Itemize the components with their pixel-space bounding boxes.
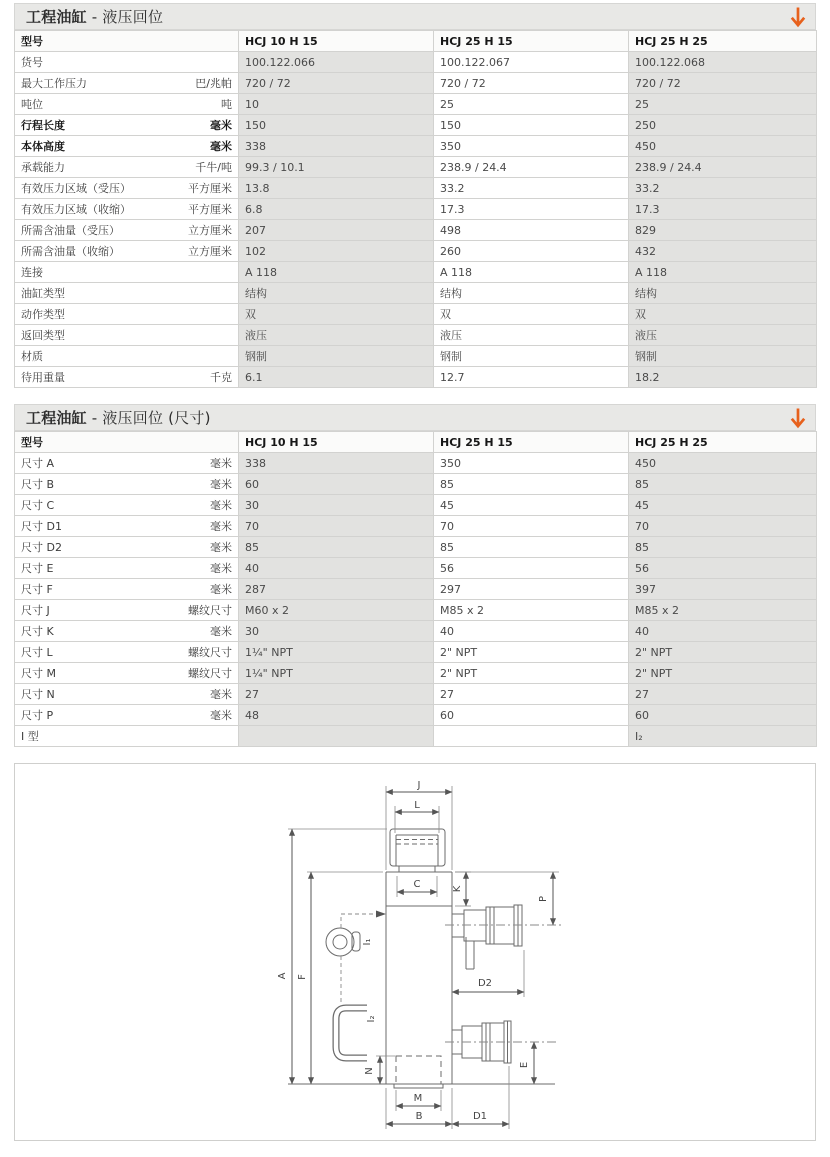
row-label-cell — [15, 663, 239, 684]
row-unit: 毫米 — [210, 457, 232, 470]
value-cell: A 118 — [434, 262, 629, 283]
value-cell: 12.7 — [434, 367, 629, 388]
value-cell: M85 x 2 — [629, 600, 817, 621]
table-row — [15, 600, 817, 621]
cylinder-drawing — [15, 764, 815, 1140]
row-label-cell — [15, 600, 239, 621]
row-label-cell — [15, 346, 239, 367]
dim-label-p: P — [538, 895, 549, 903]
row-unit: 吨 — [221, 98, 232, 111]
value-cell: 钢制 — [434, 346, 629, 367]
table-row — [15, 558, 817, 579]
row-unit: 毫米 — [210, 140, 232, 153]
value-cell: 33.2 — [434, 178, 629, 199]
value-cell: 25 — [629, 94, 817, 115]
value-cell: 56 — [629, 558, 817, 579]
row-label: 有效压力区域（收缩） — [21, 203, 131, 216]
value-cell: 720 / 72 — [239, 73, 434, 94]
section2-down-button[interactable] — [790, 407, 806, 429]
section-header-performance — [14, 3, 816, 30]
value-cell: 45 — [434, 495, 629, 516]
row-label-cell — [15, 262, 239, 283]
row-unit: 千牛/吨 — [195, 161, 232, 174]
table-row — [15, 663, 817, 684]
row-label: 有效压力区域（受压） — [21, 182, 131, 195]
table-row — [15, 705, 817, 726]
value-cell: 17.3 — [629, 199, 817, 220]
value-cell: 85 — [629, 537, 817, 558]
table-row — [15, 579, 817, 600]
title-product-2: 工程油缸 — [26, 409, 87, 427]
value-cell: 56 — [434, 558, 629, 579]
row-label: 连接 — [21, 266, 43, 279]
lifting-eye — [326, 928, 354, 956]
value-cell: 100.122.067 — [434, 52, 629, 73]
value-cell: A 118 — [239, 262, 434, 283]
value-cell: 2" NPT — [629, 642, 817, 663]
model-name-header: HCJ 25 H 25 — [629, 31, 817, 52]
value-cell: 60 — [434, 705, 629, 726]
carry-handle — [336, 1008, 367, 1058]
row-label-cell — [15, 558, 239, 579]
value-cell: 双 — [434, 304, 629, 325]
table-row — [15, 136, 817, 157]
value-cell: 液压 — [434, 325, 629, 346]
table-row — [15, 241, 817, 262]
value-cell: 双 — [239, 304, 434, 325]
title-variant-2: - 液压回位 (尺寸) — [86, 409, 211, 427]
row-label-cell — [15, 199, 239, 220]
dim-label-i1: I₁ — [362, 938, 373, 946]
row-label-cell — [15, 705, 239, 726]
value-cell: I₂ — [629, 726, 817, 747]
row-label: 尺寸 F — [21, 583, 53, 596]
value-cell: 2" NPT — [434, 642, 629, 663]
row-unit: 毫米 — [210, 541, 232, 554]
dim-label-n: N — [364, 1067, 375, 1075]
value-cell: 40 — [239, 558, 434, 579]
value-cell: 260 — [434, 241, 629, 262]
table-row — [15, 325, 817, 346]
row-label-cell — [15, 474, 239, 495]
value-cell: 287 — [239, 579, 434, 600]
row-label: 尺寸 B — [21, 478, 55, 491]
row-label: 承载能力 — [21, 161, 65, 174]
row-unit: 平方厘米 — [188, 182, 232, 195]
row-label-cell — [15, 579, 239, 600]
row-label: 货号 — [21, 56, 43, 69]
row-label-cell — [15, 136, 239, 157]
dim-label-i2: I₂ — [366, 1015, 377, 1023]
table-row — [15, 474, 817, 495]
row-label-cell — [15, 304, 239, 325]
table-row — [15, 346, 817, 367]
value-cell: 17.3 — [434, 199, 629, 220]
row-label: 油缸类型 — [21, 287, 65, 300]
row-label: 尺寸 K — [21, 625, 54, 638]
value-cell: 18.2 — [629, 367, 817, 388]
dim-label-j: J — [417, 780, 421, 791]
value-cell: 498 — [434, 220, 629, 241]
value-cell: 70 — [629, 516, 817, 537]
value-cell: 60 — [239, 474, 434, 495]
row-label-cell — [15, 157, 239, 178]
value-cell: M85 x 2 — [434, 600, 629, 621]
row-label-cell — [15, 178, 239, 199]
dim-label-m: M — [413, 1093, 423, 1104]
row-label-cell — [15, 52, 239, 73]
row-label: 所需含油量（受压） — [21, 224, 120, 237]
row-label: 尺寸 C — [21, 499, 55, 512]
row-label: 待用重量 — [21, 371, 65, 384]
row-unit: 毫米 — [210, 625, 232, 638]
row-label: 所需含油量（收缩） — [21, 245, 120, 258]
table-row — [15, 726, 817, 747]
section-header-dimensions — [14, 404, 816, 431]
value-cell: 297 — [434, 579, 629, 600]
value-cell: A 118 — [629, 262, 817, 283]
table-row — [15, 157, 817, 178]
dim-label-d2: D2 — [477, 978, 493, 989]
row-label-cell — [15, 94, 239, 115]
row-label: 动作类型 — [21, 308, 65, 321]
value-cell: 2" NPT — [629, 663, 817, 684]
spec-table-dimensions — [14, 431, 817, 747]
row-label: 尺寸 D1 — [21, 520, 62, 533]
value-cell: 100.122.066 — [239, 52, 434, 73]
value-cell: 397 — [629, 579, 817, 600]
table-row — [15, 495, 817, 516]
section2-title — [26, 407, 211, 428]
cylinder-body-outline — [288, 829, 555, 1088]
row-label: 尺寸 E — [21, 562, 54, 575]
value-cell: 30 — [239, 621, 434, 642]
value-cell: 85 — [434, 474, 629, 495]
value-cell: 338 — [239, 453, 434, 474]
leader-arrowhead — [376, 911, 386, 918]
table-row — [15, 684, 817, 705]
row-unit: 千克 — [210, 371, 232, 384]
row-unit: 毫米 — [210, 499, 232, 512]
model-header-row — [15, 432, 817, 453]
row-label-cell — [15, 73, 239, 94]
row-unit: 平方厘米 — [188, 203, 232, 216]
dim-label-a: A — [277, 972, 288, 980]
table-row — [15, 283, 817, 304]
table-row — [15, 199, 817, 220]
arrow-down-icon — [790, 407, 806, 429]
value-cell: 液压 — [629, 325, 817, 346]
row-label: 尺寸 A — [21, 457, 55, 470]
value-cell: 结构 — [629, 283, 817, 304]
row-label-cell — [15, 283, 239, 304]
spec-table-performance — [14, 30, 817, 388]
model-name-header: HCJ 10 H 15 — [239, 31, 434, 52]
value-cell: 238.9 / 24.4 — [629, 157, 817, 178]
value-cell: 238.9 / 24.4 — [434, 157, 629, 178]
value-cell: 432 — [629, 241, 817, 262]
dimension-lines — [292, 792, 553, 1124]
dim-label-c: C — [413, 879, 421, 890]
row-label: 尺寸 L — [21, 646, 53, 659]
table-row — [15, 367, 817, 388]
section1-down-button[interactable] — [790, 6, 806, 28]
row-label: 尺寸 J — [21, 604, 50, 617]
dimension-diagram-panel — [14, 763, 816, 1141]
value-cell: 液压 — [239, 325, 434, 346]
table-row — [15, 178, 817, 199]
table-row — [15, 642, 817, 663]
value-cell: 350 — [434, 136, 629, 157]
row-label-cell — [15, 220, 239, 241]
value-cell: 45 — [629, 495, 817, 516]
value-cell: 720 / 72 — [434, 73, 629, 94]
model-column-label: 型号 — [15, 432, 239, 453]
dim-label-d1: D1 — [472, 1111, 488, 1122]
model-name-header: HCJ 10 H 15 — [239, 432, 434, 453]
row-label-cell — [15, 537, 239, 558]
row-unit: 巴/兆帕 — [195, 77, 232, 90]
row-unit: 毫米 — [210, 119, 232, 132]
value-cell: 85 — [239, 537, 434, 558]
table-row — [15, 115, 817, 136]
row-label-cell — [15, 516, 239, 537]
row-label: 本体高度 — [21, 140, 65, 153]
row-label: 返回类型 — [21, 329, 65, 342]
value-cell: 70 — [434, 516, 629, 537]
row-label: 行程长度 — [21, 119, 65, 132]
value-cell: 85 — [629, 474, 817, 495]
value-cell: 40 — [629, 621, 817, 642]
value-cell: 720 / 72 — [629, 73, 817, 94]
value-cell: 27 — [629, 684, 817, 705]
dim-label-k: K — [452, 885, 463, 893]
row-label: 尺寸 D2 — [21, 541, 62, 554]
extension-lines — [288, 786, 559, 1129]
row-label: 尺寸 M — [21, 667, 56, 680]
row-unit: 螺纹尺寸 — [188, 646, 232, 659]
table-row — [15, 304, 817, 325]
value-cell: 30 — [239, 495, 434, 516]
value-cell: 6.1 — [239, 367, 434, 388]
row-label-cell — [15, 325, 239, 346]
row-label-cell — [15, 684, 239, 705]
row-label: 尺寸 N — [21, 688, 55, 701]
row-label-cell — [15, 367, 239, 388]
arrow-down-icon — [790, 6, 806, 28]
row-label: 材质 — [21, 350, 43, 363]
value-cell: 结构 — [434, 283, 629, 304]
table-row — [15, 52, 817, 73]
value-cell: 150 — [434, 115, 629, 136]
value-cell: 1¼" NPT — [239, 663, 434, 684]
row-label-cell — [15, 115, 239, 136]
row-unit: 毫米 — [210, 562, 232, 575]
row-label: 最大工作压力 — [21, 77, 87, 90]
value-cell: 27 — [434, 684, 629, 705]
row-label-cell — [15, 726, 239, 747]
row-label: 吨位 — [21, 98, 43, 111]
value-cell: 450 — [629, 453, 817, 474]
table-row — [15, 262, 817, 283]
top-coupler — [452, 914, 464, 937]
value-cell: 70 — [239, 516, 434, 537]
value-cell: 450 — [629, 136, 817, 157]
value-cell: M60 x 2 — [239, 600, 434, 621]
value-cell: 85 — [434, 537, 629, 558]
value-cell: 102 — [239, 241, 434, 262]
value-cell: 33.2 — [629, 178, 817, 199]
table-row — [15, 73, 817, 94]
value-cell: 100.122.068 — [629, 52, 817, 73]
value-cell: 829 — [629, 220, 817, 241]
value-cell: 钢制 — [239, 346, 434, 367]
value-cell: 27 — [239, 684, 434, 705]
value-cell: 2" NPT — [434, 663, 629, 684]
row-label-cell — [15, 453, 239, 474]
dim-label-f: F — [297, 974, 308, 980]
row-unit: 立方厘米 — [188, 224, 232, 237]
value-cell: 150 — [239, 115, 434, 136]
row-unit: 毫米 — [210, 709, 232, 722]
value-cell: 结构 — [239, 283, 434, 304]
row-unit: 毫米 — [210, 583, 232, 596]
value-cell: 40 — [434, 621, 629, 642]
row-unit: 毫米 — [210, 688, 232, 701]
value-cell: 双 — [629, 304, 817, 325]
row-unit: 立方厘米 — [188, 245, 232, 258]
value-cell: 207 — [239, 220, 434, 241]
row-label-cell — [15, 642, 239, 663]
table-row — [15, 621, 817, 642]
page-title — [26, 6, 163, 27]
dim-label-e: E — [519, 1061, 530, 1069]
value-cell: 99.3 / 10.1 — [239, 157, 434, 178]
model-name-header: HCJ 25 H 15 — [434, 31, 629, 52]
dim-label-l: L — [414, 800, 420, 811]
value-cell: 338 — [239, 136, 434, 157]
value-cell: 25 — [434, 94, 629, 115]
row-unit: 螺纹尺寸 — [188, 667, 232, 680]
model-name-header: HCJ 25 H 25 — [629, 432, 817, 453]
value-cell — [434, 726, 629, 747]
table-row — [15, 537, 817, 558]
title-product: 工程油缸 — [26, 8, 87, 26]
row-label-cell — [15, 241, 239, 262]
row-unit: 毫米 — [210, 520, 232, 533]
value-cell: 48 — [239, 705, 434, 726]
model-column-label: 型号 — [15, 31, 239, 52]
table-row — [15, 220, 817, 241]
model-header-row — [15, 31, 817, 52]
value-cell: 13.8 — [239, 178, 434, 199]
value-cell: 250 — [629, 115, 817, 136]
table-row — [15, 94, 817, 115]
table-row — [15, 516, 817, 537]
table-row — [15, 453, 817, 474]
row-label: 尺寸 P — [21, 709, 54, 722]
value-cell: 350 — [434, 453, 629, 474]
value-cell: 60 — [629, 705, 817, 726]
row-label: I 型 — [21, 730, 39, 743]
value-cell: 10 — [239, 94, 434, 115]
row-unit: 螺纹尺寸 — [188, 604, 232, 617]
row-label-cell — [15, 495, 239, 516]
value-cell: 1¼" NPT — [239, 642, 434, 663]
row-label-cell — [15, 621, 239, 642]
dim-label-b: B — [415, 1111, 423, 1122]
value-cell: 6.8 — [239, 199, 434, 220]
model-name-header: HCJ 25 H 15 — [434, 432, 629, 453]
value-cell — [239, 726, 434, 747]
row-unit: 毫米 — [210, 478, 232, 491]
title-variant: - 液压回位 — [86, 8, 164, 26]
value-cell: 钢制 — [629, 346, 817, 367]
